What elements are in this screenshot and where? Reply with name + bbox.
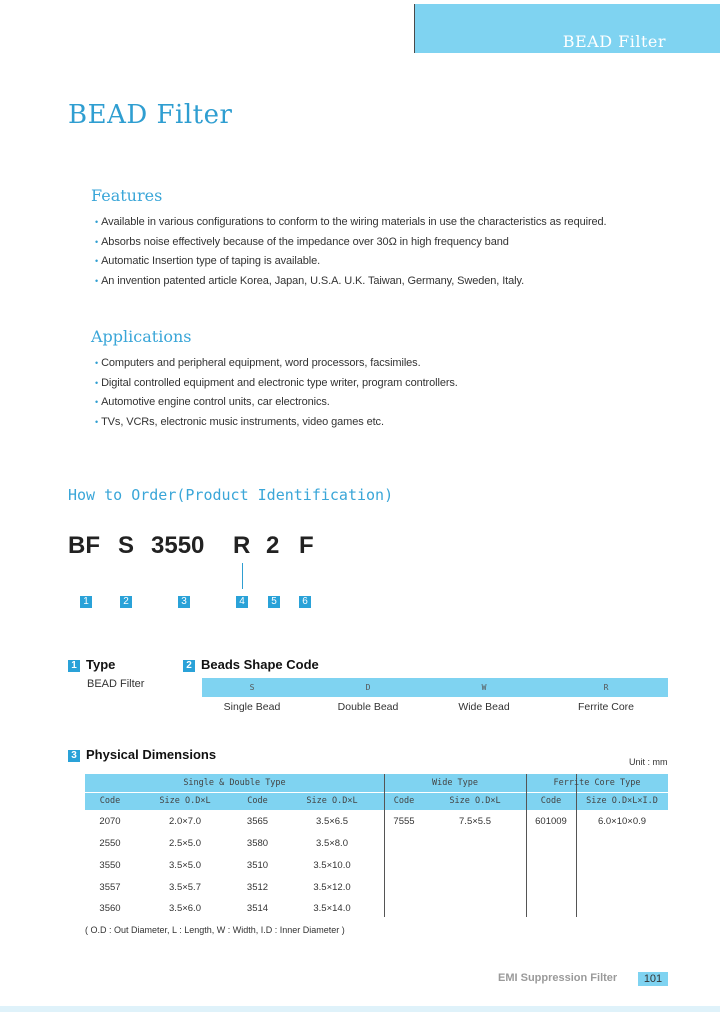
- table-cell: 3557: [99, 882, 121, 893]
- type-heading: [68, 657, 115, 672]
- table-cell: 7555: [393, 816, 415, 827]
- table-cell: 3514: [246, 903, 269, 914]
- code-part-shape: S: [118, 532, 135, 559]
- group-header: Wide Type: [431, 778, 479, 788]
- code-part-series: BF: [68, 532, 100, 559]
- number-badge: 2: [120, 596, 132, 608]
- table-cell: 2.5×5.0: [169, 838, 201, 849]
- table-cell: 3510: [246, 860, 269, 871]
- number-badge: 6: [299, 596, 311, 608]
- number-badge: 1: [80, 596, 92, 608]
- shape-code: S: [249, 683, 255, 692]
- physical-dimensions-heading-label: Physical Dimensions: [86, 747, 217, 762]
- table-cell: 601009: [535, 816, 567, 827]
- code-part-dimension: 3550: [151, 532, 205, 559]
- shape-name: Ferrite Core: [577, 701, 634, 713]
- list-item: • Automotive engine control units, car electronics.: [95, 393, 458, 413]
- shape-name: Double Bead: [337, 701, 399, 713]
- table-cell: 3.5×8.0: [316, 838, 348, 849]
- column-header: Size O.D×L: [306, 796, 358, 806]
- connector-line: [242, 563, 243, 589]
- beads-shape-heading: [183, 657, 319, 672]
- group-header: Single & Double Type: [183, 778, 286, 788]
- list-item: • An invention patented article Korea, Japan, U.S.A. U.K. Taiwan, Germany, Sweden, Italy.: [95, 272, 607, 292]
- shape-code: W: [481, 683, 487, 692]
- column-header: Code: [540, 796, 562, 806]
- list-item: • Computers and peripheral equipment, word processors, facsimiles.: [95, 354, 458, 374]
- page-number: 101: [638, 972, 668, 986]
- header-tab: [414, 4, 720, 53]
- unit-label: Unit : mm: [629, 757, 668, 767]
- table-cell: 3.5×5.7: [169, 882, 201, 893]
- table-cell: 3560: [99, 903, 121, 914]
- code-part-5: 2: [266, 532, 280, 559]
- shape-name: Wide Bead: [458, 701, 510, 713]
- list-item: • Digital controlled equipment and electronic type writer, program controllers.: [95, 374, 458, 394]
- how-to-order-heading: How to Order(Product Identification): [68, 486, 394, 504]
- applications-heading: Applications: [91, 327, 192, 346]
- table-cell: 6.0×10×0.9: [597, 816, 647, 827]
- number-badge: 1: [68, 660, 80, 672]
- number-badge: 3: [178, 596, 190, 608]
- type-heading-label: Type: [86, 657, 116, 672]
- footer-title: EMI Suppression Filter: [498, 972, 618, 984]
- table-cell: 3550: [99, 860, 121, 871]
- number-badge: 5: [268, 596, 280, 608]
- table-cell: 3.5×14.0: [313, 903, 351, 914]
- shape-code: R: [603, 683, 609, 692]
- list-item: • Absorbs noise effectively because of the impedance over 30Ω in high frequency band: [95, 233, 607, 253]
- table-cell: 2.0×7.0: [169, 816, 201, 827]
- header-tab-label: BEAD Filter: [562, 32, 666, 51]
- list-item: • TVs, VCRs, electronic music instruments, video games etc.: [95, 413, 458, 433]
- bottom-strip: [0, 1006, 720, 1012]
- number-badge: 4: [236, 596, 248, 608]
- table-cell: 2070: [99, 816, 121, 827]
- type-value: BEAD Filter: [87, 678, 145, 690]
- beads-shape-heading-label: Beads Shape Code: [201, 657, 319, 672]
- applications-list: [95, 354, 458, 432]
- table-cell: 3.5×12.0: [313, 882, 351, 893]
- table-cell: 7.5×5.5: [459, 816, 491, 827]
- shape-name: Single Bead: [223, 701, 281, 713]
- table-header-divider: [85, 792, 668, 793]
- code-part-6: F: [299, 532, 314, 559]
- abbreviation-note: ( O.D : Out Diameter, L : Length, W : Width, I.D : Inner Diameter ): [85, 925, 345, 935]
- column-header: Size O.D×L×I.D: [586, 796, 658, 806]
- list-item: • Automatic Insertion type of taping is available.: [95, 252, 607, 272]
- code-part-4: R: [233, 532, 251, 559]
- table-cell: 3.5×6.5: [316, 816, 348, 827]
- table-cell: 3512: [246, 882, 269, 893]
- column-header: Size O.D×L: [159, 796, 211, 806]
- table-cell: 3.5×5.0: [169, 860, 201, 871]
- features-list: [95, 213, 607, 291]
- column-header: Code: [393, 796, 415, 806]
- table-cell: 3.5×6.0: [169, 903, 201, 914]
- table-cell: 3.5×10.0: [313, 860, 351, 871]
- number-badge: 3: [68, 750, 80, 762]
- table-cell: 2550: [99, 838, 121, 849]
- table-cell: 3580: [246, 838, 269, 849]
- group-header: Ferrite Core Type: [553, 778, 641, 788]
- list-item: • Available in various configurations to conform to the wiring materials in use the characteristics as required.: [95, 213, 607, 233]
- table-cell: 3565: [246, 816, 269, 827]
- column-header: Code: [247, 796, 268, 806]
- page-title: BEAD Filter: [68, 100, 233, 130]
- column-header: Size O.D×L: [449, 796, 501, 806]
- column-header: Code: [99, 796, 121, 806]
- shape-code: D: [365, 683, 371, 692]
- number-badge: 2: [183, 660, 195, 672]
- physical-dimensions-heading: [68, 747, 216, 762]
- features-heading: Features: [91, 186, 163, 205]
